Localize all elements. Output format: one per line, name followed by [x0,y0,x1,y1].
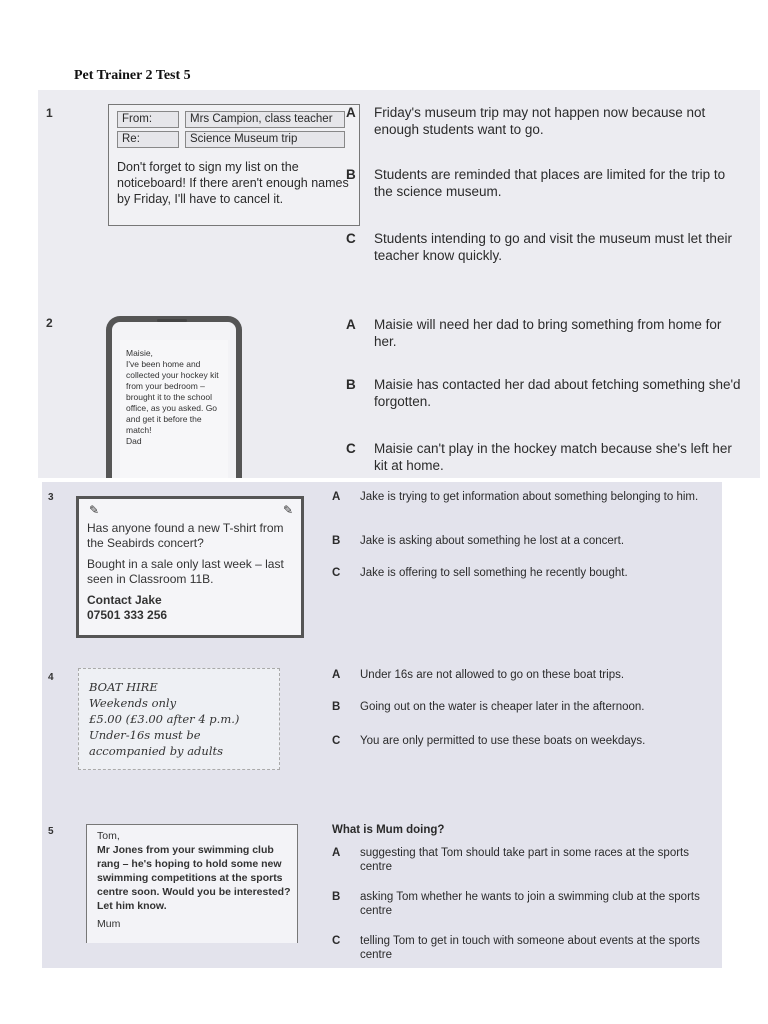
notice-line-2: Bought in a sale only last week – last seen in Classroom 11B. [87,557,284,586]
option-letter: C [332,935,341,947]
pin-icon: ✎ [89,503,100,517]
memo-from-value: Mrs Campion, class teacher [185,111,345,128]
q4-option-c[interactable] [332,734,712,748]
pin-icon: ✎ [282,503,293,517]
q4-option-a[interactable] [332,668,712,682]
option-text: Maisie can't play in the hockey match because she's left her kit at home. [374,441,732,473]
notice-note [76,496,304,638]
option-letter: C [332,735,341,747]
phone-illustration [106,316,242,478]
option-letter: A [332,491,341,503]
q2-option-a[interactable] [346,316,746,350]
q5-question: What is Mum doing? [332,824,445,836]
note-message: Mr Jones from your swimming club rang – he's hoping to hold some new swimming competitions at the sports centre soon. Would you be interested? Let him know. [97,844,291,912]
note-greeting: Tom, [97,830,120,842]
option-letter: C [346,441,356,456]
option-letter: A [332,669,341,681]
scan-bottom [42,482,722,968]
memo-note [108,104,360,226]
q1-option-a[interactable] [346,104,746,138]
option-text: Jake is offering to sell something he recently bought. [360,567,628,579]
q2-option-b[interactable] [346,376,746,410]
option-text: Jake is trying to get information about something belonging to him. [360,491,699,503]
q2-option-c[interactable] [346,440,746,474]
sms-message: Maisie, I've been home and collected your hockey kit from your bedroom – brought it to the school office, as you asked. Go and get it before the match! Dad [126,348,219,446]
option-text: Students intending to go and visit the museum must let their teacher know quickly. [374,231,732,263]
phone-speaker [157,319,187,322]
option-letter: B [332,701,341,713]
question-number-2: 2 [46,316,53,330]
memo-re-value: Science Museum trip [185,131,345,148]
q1-option-b[interactable] [346,166,746,200]
sign-line: £5.00 (£3.00 after 4 p.m.) [89,712,240,726]
notice-phone: 07501 333 256 [87,608,168,622]
sign-line: accompanied by adults [89,744,224,758]
memo-message: Don't forget to sign my list on the noticeboard! If there aren't enough names by Friday, I'll have to cancel it. [117,160,349,206]
option-text: Jake is asking about something he lost at a concert. [360,535,625,547]
q1-option-c[interactable] [346,230,746,264]
option-letter: B [332,891,341,903]
phone-screen [120,340,228,478]
option-text: telling Tom to get in touch with someone about events at the sports centre [360,935,700,961]
option-text: asking Tom whether he wants to join a swimming club at the sports centre [360,891,700,917]
question-number-3: 3 [48,492,54,503]
q3-option-b[interactable] [332,534,712,548]
q3-option-a[interactable] [332,490,712,504]
option-text: Maisie has contacted her dad about fetching something she'd forgotten. [374,377,741,409]
option-text: Maisie will need her dad to bring something from home for her. [374,317,722,349]
option-letter: C [346,231,356,246]
option-text: You are only permitted to use these boats on weekdays. [360,735,646,747]
option-text: Friday's museum trip may not happen now because not enough students want to go. [374,105,706,137]
option-text: suggesting that Tom should take part in some races at the sports centre [360,847,689,873]
note-signoff: Mum [97,918,121,930]
mum-note [86,824,298,943]
option-letter: A [346,317,356,332]
option-letter: B [346,167,356,182]
option-letter: A [332,847,341,859]
q5-option-b[interactable] [332,890,712,918]
sign-line: BOAT HIRE [89,680,158,694]
option-letter: B [332,535,341,547]
q5-option-c[interactable] [332,934,712,962]
memo-from-label: From: [117,111,179,128]
q4-option-b[interactable] [332,700,712,714]
option-letter: C [332,567,341,579]
option-letter: A [346,105,356,120]
notice-line-1: Has anyone found a new T-shirt from the Seabirds concert? [87,521,284,550]
page-title: Pet Trainer 2 Test 5 [74,68,191,83]
memo-re-label: Re: [117,131,179,148]
question-number-5: 5 [48,826,54,837]
question-number-4: 4 [48,672,54,683]
sign-line: Weekends only [89,696,177,710]
sign-line: Under-16s must be [89,728,201,742]
boat-hire-sign [78,668,280,770]
notice-contact: Contact Jake [87,593,162,607]
scan-top [38,90,760,478]
option-text: Going out on the water is cheaper later in the afternoon. [360,701,645,713]
option-text: Students are reminded that places are limited for the trip to the science museum. [374,167,726,199]
option-text: Under 16s are not allowed to go on these boat trips. [360,669,625,681]
option-letter: B [346,377,356,392]
question-number-1: 1 [46,106,53,120]
q5-option-a[interactable] [332,846,712,874]
q3-option-c[interactable] [332,566,712,580]
